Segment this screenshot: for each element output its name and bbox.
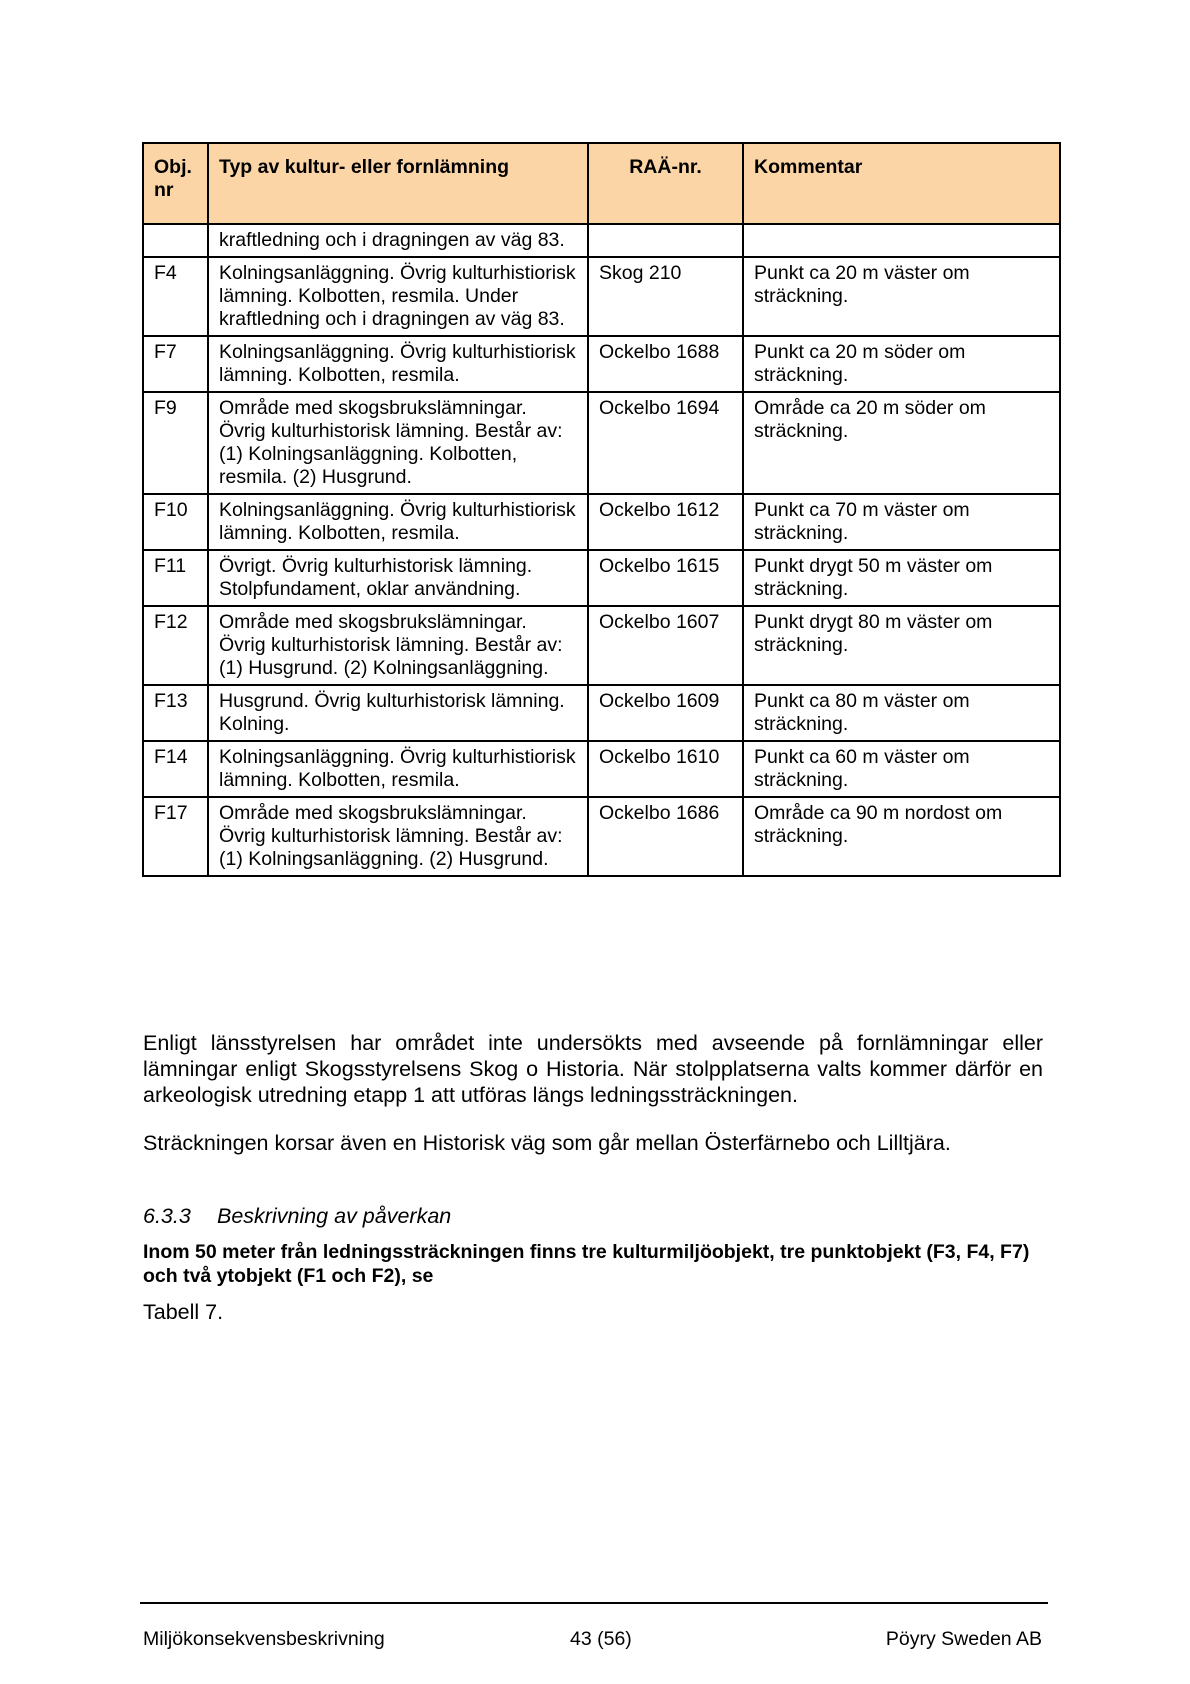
table-reference[interactable]: Tabell 7. (143, 1300, 224, 1324)
cell-raa-nr: Ockelbo 1688 (588, 336, 743, 392)
section-heading (143, 1204, 451, 1229)
cell-obj-nr: F10 (143, 494, 208, 550)
cell-kommentar: Punkt ca 80 m väster om sträckning. (743, 685, 1060, 741)
cell-typ: Kolningsanläggning. Övrig kulturhistiorisk lämning. Kolbotten, resmila. (208, 336, 588, 392)
table-row (143, 797, 1060, 876)
cell-raa-nr: Skog 210 (588, 257, 743, 336)
table-row (143, 606, 1060, 685)
cell-raa-nr: Ockelbo 1615 (588, 550, 743, 606)
table-row (143, 224, 1060, 257)
cell-obj-nr: F12 (143, 606, 208, 685)
table-row (143, 257, 1060, 336)
cell-obj-nr: F14 (143, 741, 208, 797)
table-row (143, 685, 1060, 741)
header-typ: Typ av kultur- eller fornlämning (208, 143, 588, 224)
header-raa-nr: RAÄ-nr. (588, 143, 743, 224)
table-row (143, 336, 1060, 392)
cell-typ: Område med skogsbrukslämningar. Övrig kulturhistorisk lämning. Består av: (1) Kolningsanläggning. Kolbotten, resmila. (2) Husgrund. (208, 392, 588, 494)
cell-obj-nr: F11 (143, 550, 208, 606)
table-row (143, 741, 1060, 797)
cell-kommentar: Område ca 20 m söder om sträckning. (743, 392, 1060, 494)
footer-page-number: 43 (56) (570, 1628, 632, 1650)
cell-typ: Kolningsanläggning. Övrig kulturhistiorisk lämning. Kolbotten, resmila. Under kraftledning och i dragningen av väg 83. (208, 257, 588, 336)
paragraph-lansstyrelsen: Enligt länsstyrelsen har området inte undersökts med avseende på fornlämningar eller lämningar enligt Skogsstyrelsens Skog o Historia. När stolpplatserna valts kommer därför en arkeologisk utredning etapp 1 att utföras längs ledningssträckningen. (143, 1031, 1043, 1107)
cell-typ: Kolningsanläggning. Övrig kulturhistiorisk lämning. Kolbotten, resmila. (208, 494, 588, 550)
bold-paragraph: Inom 50 meter från ledningssträckningen finns tre kulturmiljöobjekt, tre punktobjekt (F3, F4, F7) och två ytobjekt (F1 och F2), se (143, 1241, 1030, 1287)
cell-raa-nr: Ockelbo 1609 (588, 685, 743, 741)
cell-typ: Kolningsanläggning. Övrig kulturhistiorisk lämning. Kolbotten, resmila. (208, 741, 588, 797)
header-kommentar: Kommentar (743, 143, 1060, 224)
cell-obj-nr: F17 (143, 797, 208, 876)
cell-kommentar: Punkt ca 70 m väster om sträckning. (743, 494, 1060, 550)
cell-typ: kraftledning och i dragningen av väg 83. (208, 224, 588, 257)
objects-table (142, 142, 1061, 877)
cell-typ: Område med skogsbrukslämningar. Övrig kulturhistorisk lämning. Består av: (1) Kolningsanläggning. (2) Husgrund. (208, 797, 588, 876)
cell-typ: Övrigt. Övrig kulturhistorisk lämning. Stolpfundament, oklar användning. (208, 550, 588, 606)
section-number: 6.3.3 (143, 1204, 191, 1228)
table-row (143, 392, 1060, 494)
paragraph-historisk-vag: Sträckningen korsar även en Historisk väg som går mellan Österfärnebo och Lilltjära. (143, 1131, 951, 1155)
cell-raa-nr (588, 224, 743, 257)
cell-raa-nr: Ockelbo 1612 (588, 494, 743, 550)
footer-divider (140, 1602, 1048, 1604)
cell-raa-nr: Ockelbo 1607 (588, 606, 743, 685)
cell-raa-nr: Ockelbo 1694 (588, 392, 743, 494)
cell-kommentar: Punkt drygt 80 m väster om sträckning. (743, 606, 1060, 685)
cell-obj-nr: F9 (143, 392, 208, 494)
cell-kommentar: Punkt ca 20 m söder om sträckning. (743, 336, 1060, 392)
cell-raa-nr: Ockelbo 1610 (588, 741, 743, 797)
cell-obj-nr: F7 (143, 336, 208, 392)
cell-typ: Husgrund. Övrig kulturhistorisk lämning. Kolning. (208, 685, 588, 741)
footer-left: Miljökonsekvensbeskrivning (143, 1628, 385, 1650)
cell-kommentar: Punkt drygt 50 m väster om sträckning. (743, 550, 1060, 606)
cell-kommentar: Punkt ca 20 m väster om sträckning. (743, 257, 1060, 336)
table-row (143, 550, 1060, 606)
cell-obj-nr (143, 224, 208, 257)
cell-kommentar: Punkt ca 60 m väster om sträckning. (743, 741, 1060, 797)
cell-raa-nr: Ockelbo 1686 (588, 797, 743, 876)
section-title: Beskrivning av påverkan (217, 1204, 452, 1228)
cell-obj-nr: F4 (143, 257, 208, 336)
cell-kommentar: Område ca 90 m nordost om sträckning. (743, 797, 1060, 876)
cell-typ: Område med skogsbrukslämningar. Övrig kulturhistorisk lämning. Består av: (1) Husgrund. (2) Kolningsanläggning. (208, 606, 588, 685)
cell-kommentar (743, 224, 1060, 257)
header-obj-nr: Obj. nr (143, 143, 208, 224)
table-header-row (143, 143, 1060, 224)
cell-obj-nr: F13 (143, 685, 208, 741)
table-row (143, 494, 1060, 550)
footer-right: Pöyry Sweden AB (885, 1628, 1042, 1650)
